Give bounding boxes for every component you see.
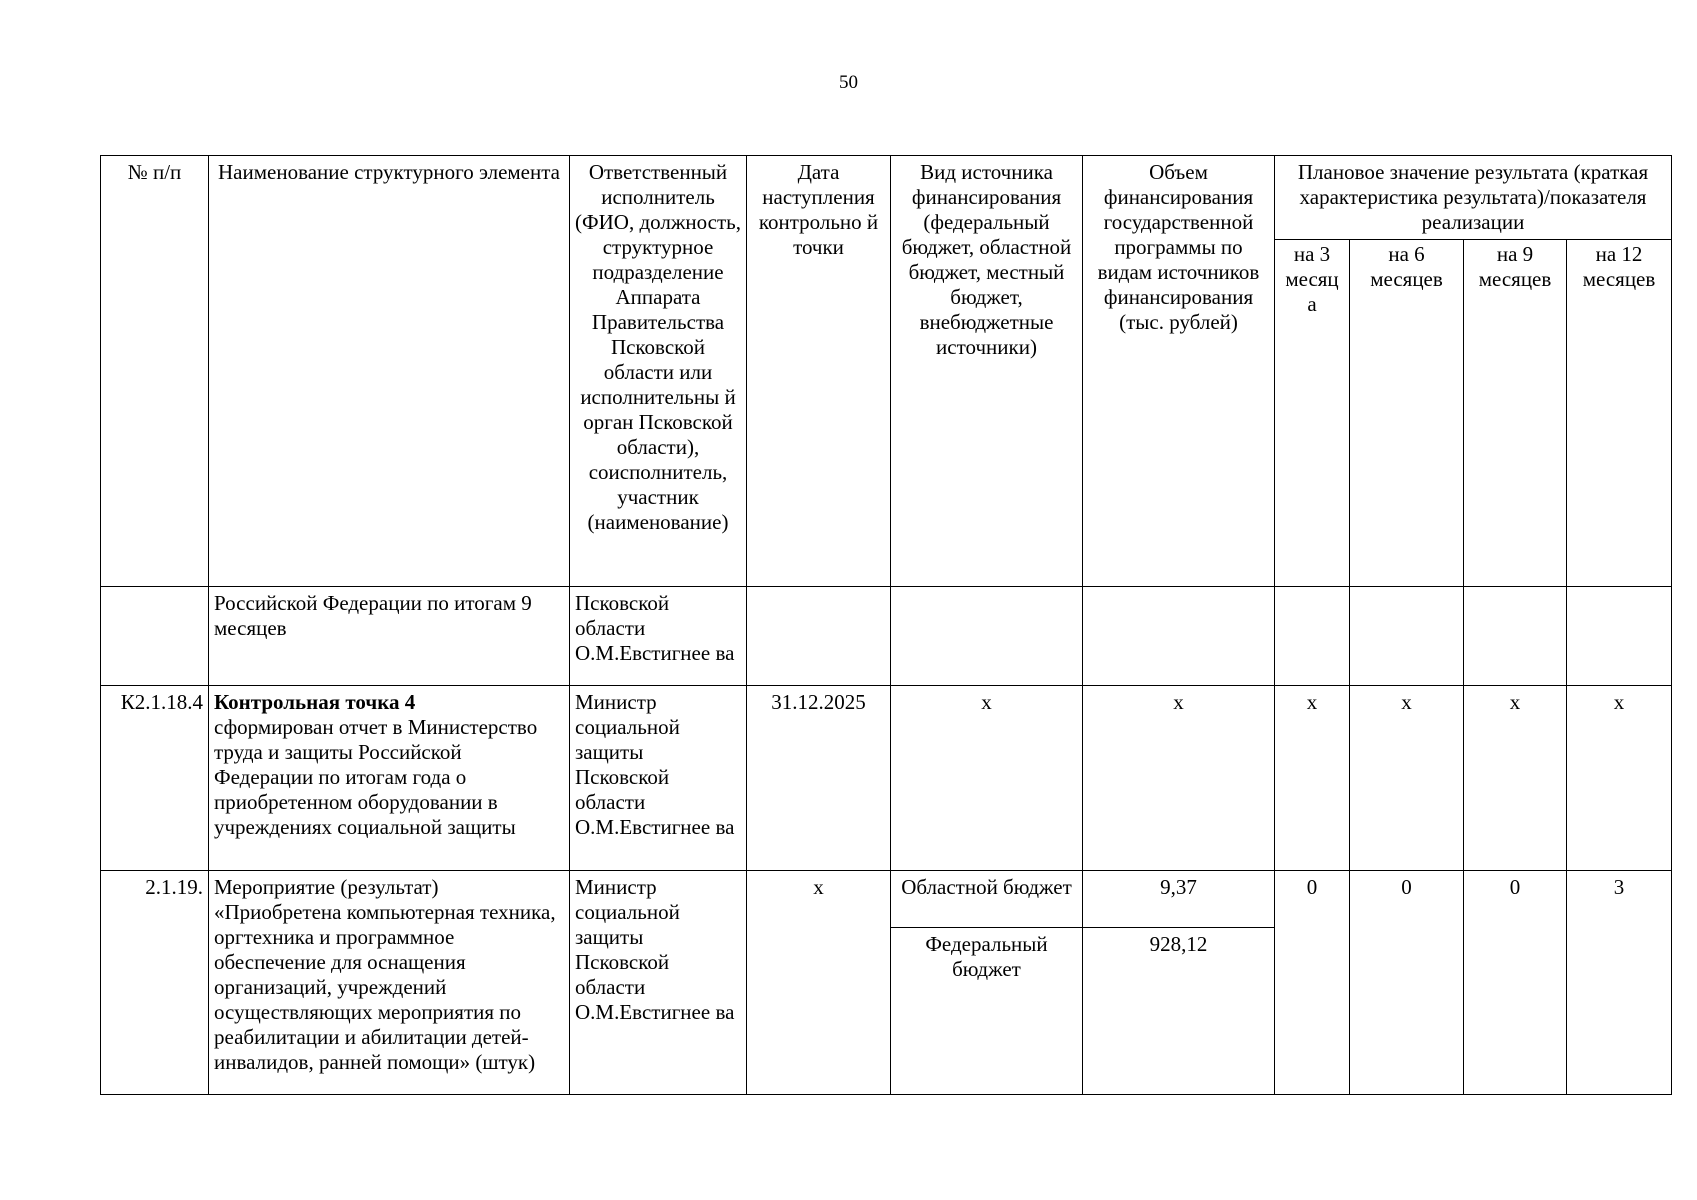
table-row-control-point [101, 686, 1672, 871]
cell-m3: 0 [1275, 871, 1350, 1095]
table-row-event [101, 871, 1672, 928]
cell-source-regional: Областной бюджет [891, 871, 1083, 928]
cell-m12: 3 [1567, 871, 1672, 1095]
cell-num: К2.1.18.4 [101, 686, 209, 871]
header-m9: на 9 месяцев [1464, 240, 1567, 587]
cell-m3 [1275, 587, 1350, 686]
cell-m9: 0 [1464, 871, 1567, 1095]
cell-date [747, 587, 891, 686]
control-point-text: сформирован отчет в Министерство труда и защиты Российской Федерации по итогам года о приобретенном оборудовании в учреждениях социальной защиты [214, 715, 538, 839]
cell-volume-federal: 928,12 [1083, 928, 1275, 1095]
cell-responsible: Министр социальной защиты Псковской области О.М.Евстигнее ва [570, 686, 747, 871]
header-name: Наименование структурного элемента [209, 156, 570, 587]
cell-num: 2.1.19. [101, 871, 209, 1095]
cell-volume: х [1083, 686, 1275, 871]
header-volume: Объем финансирования государственной программы по видам источников финансирования (тыс. рублей) [1083, 156, 1275, 587]
cell-m12 [1567, 587, 1672, 686]
header-m12: на 12 месяцев [1567, 240, 1672, 587]
cell-m12: х [1567, 686, 1672, 871]
cell-num [101, 587, 209, 686]
header-plan: Плановое значение результата (краткая характеристика результата)/показателя реализации [1275, 156, 1672, 240]
cell-volume-regional: 9,37 [1083, 871, 1275, 928]
cell-m9: х [1464, 686, 1567, 871]
cell-m6 [1350, 587, 1464, 686]
page-number: 50 [839, 72, 858, 93]
cell-date: х [747, 871, 891, 1095]
header-m6: на 6 месяцев [1350, 240, 1464, 587]
cell-name: Мероприятие (результат) «Приобретена компьютерная техника, оргтехника и программное обеспечение для оснащения организаций, учреждений осуществляющих мероприятия по реабилитации и абилитации детей-инвалидов, ранней помощи» (штук) [209, 871, 570, 1095]
cell-m3: х [1275, 686, 1350, 871]
plan-table [100, 155, 1672, 1095]
cell-source-federal: Федеральный бюджет [891, 928, 1083, 1095]
cell-name: Российской Федерации по итогам 9 месяцев [209, 587, 570, 686]
cell-source [891, 587, 1083, 686]
cell-responsible: Министр социальной защиты Псковской области О.М.Евстигнее ва [570, 871, 747, 1095]
cell-source: х [891, 686, 1083, 871]
header-source: Вид источника финансирования (федеральный бюджет, областной бюджет, местный бюджет, внебюджетные источники) [891, 156, 1083, 587]
cell-m6: х [1350, 686, 1464, 871]
header-row-1 [101, 156, 1672, 240]
header-m3: на 3 месяц а [1275, 240, 1350, 587]
cell-m9 [1464, 587, 1567, 686]
cell-m6: 0 [1350, 871, 1464, 1095]
header-num: № п/п [101, 156, 209, 587]
cell-responsible: Псковской области О.М.Евстигнее ва [570, 587, 747, 686]
cell-date: 31.12.2025 [747, 686, 891, 871]
table-row-continuation [101, 587, 1672, 686]
cell-volume [1083, 587, 1275, 686]
cell-name [209, 686, 570, 871]
control-point-title: Контрольная точка 4 [214, 690, 416, 714]
header-date: Дата наступления контрольно й точки [747, 156, 891, 587]
header-responsible: Ответственный исполнитель (ФИО, должность, структурное подразделение Аппарата Правительства Псковской области или исполнительны й орган Псковской области), соисполнитель, участник (наименование) [570, 156, 747, 587]
